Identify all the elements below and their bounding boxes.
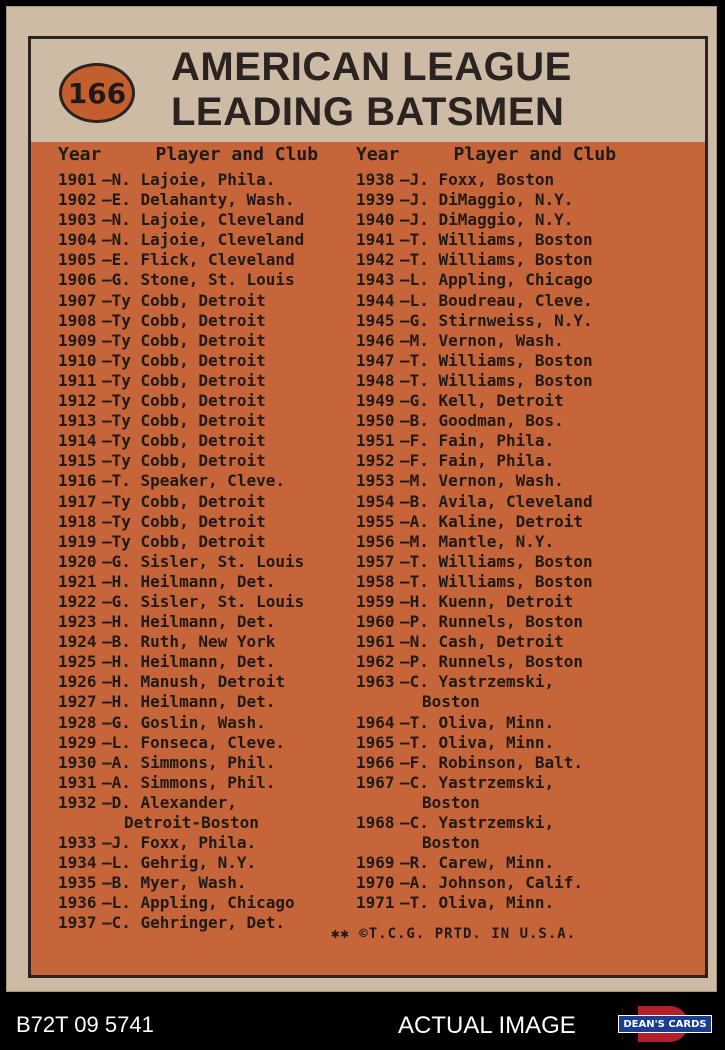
row-player-club: —T. Williams, Boston [400, 551, 593, 571]
row-year: 1958 [356, 571, 395, 591]
row-year: 1905 [58, 250, 97, 270]
row-player-club: —H. Manush, Detroit [102, 672, 286, 692]
row-player-club: —B. Goodman, Bos. [400, 411, 564, 431]
row-year: 1947 [356, 350, 395, 370]
row-year: 1922 [58, 591, 97, 611]
row-year: 1923 [58, 612, 97, 632]
row-player-club: —F. Fain, Phila. [400, 431, 555, 451]
row-year: 1963 [356, 672, 395, 692]
row-year: 1952 [356, 451, 395, 471]
row-year: 1917 [58, 491, 97, 511]
row-player-club: —J. Foxx, Phila. [102, 833, 257, 853]
row-player-club: —T. Oliva, Minn. [400, 712, 555, 732]
row-player-club: —C. Yastrzemski, [400, 672, 555, 692]
row-player-club: —A. Simmons, Phil. [102, 752, 276, 772]
row-year: 1927 [58, 692, 97, 712]
row-year: 1938 [356, 170, 395, 189]
caption-bar [0, 998, 725, 1050]
row-player-club: —J. DiMaggio, N.Y. [400, 210, 574, 230]
row-player-club: —D. Alexander, [102, 792, 237, 812]
row-year: 1909 [58, 330, 97, 350]
row-year: 1908 [58, 310, 97, 330]
row-year: 1916 [58, 471, 97, 491]
row-player-club: —N. Cash, Detroit [400, 632, 564, 652]
row-player-club: —F. Robinson, Balt. [400, 752, 584, 772]
row-player-club: —P. Runnels, Boston [400, 652, 584, 672]
row-player-club: —N. Lajoie, Cleveland [102, 210, 305, 230]
row-year: 1939 [356, 190, 395, 210]
row-year: 1966 [356, 752, 395, 772]
row-year: 1914 [58, 431, 97, 451]
row-year: 1940 [356, 210, 395, 230]
row-year: 1946 [356, 330, 395, 350]
row-year: 1912 [58, 391, 97, 411]
row-player-club: Boston [422, 833, 480, 853]
row-year: 1920 [58, 551, 97, 571]
row-player-club: —F. Fain, Phila. [400, 451, 555, 471]
row-player-club: —A. Kaline, Detroit [400, 511, 584, 531]
row-year: 1950 [356, 411, 395, 431]
row-year: 1906 [58, 270, 97, 290]
row-player-club: Boston [422, 692, 480, 712]
row-player-club: —R. Carew, Minn. [400, 853, 555, 873]
row-player-club: —Ty Cobb, Detroit [102, 431, 266, 451]
row-year: 1903 [58, 210, 97, 230]
row-year: 1901 [58, 170, 97, 189]
row-player-club: —C. Yastrzemski, [400, 813, 555, 832]
row-year: 1930 [58, 752, 97, 772]
row-player-club: —Ty Cobb, Detroit [102, 310, 266, 330]
row-year: 1959 [356, 591, 395, 611]
row-player-club: —G. Stirnweiss, N.Y. [400, 310, 593, 330]
row-player-club: —N. Lajoie, Phila. [102, 170, 276, 189]
row-year: 1928 [58, 712, 97, 732]
row-player-club: —L. Appling, Chicago [400, 270, 593, 290]
row-player-club: —T. Oliva, Minn. [400, 732, 555, 752]
title-line-2: LEADING BATSMEN [171, 90, 565, 134]
row-year: 1915 [58, 451, 97, 471]
row-player-club: —T. Williams, Boston [400, 230, 593, 250]
row-year: 1945 [356, 310, 395, 330]
row-player-club: —P. Runnels, Boston [400, 612, 584, 632]
row-year: 1944 [356, 290, 395, 310]
row-player-club: —L. Gehrig, N.Y. [102, 853, 257, 873]
row-player-club: —Ty Cobb, Detroit [102, 451, 266, 471]
row-player-club: —T. Williams, Boston [400, 571, 593, 591]
row-year: 1955 [356, 511, 395, 531]
row-player-club: —T. Speaker, Cleve. [102, 471, 286, 491]
row-year: 1934 [58, 853, 97, 873]
row-player-club: —B. Myer, Wash. [102, 873, 247, 893]
row-player-club: —Ty Cobb, Detroit [102, 411, 266, 431]
row-year: 1913 [58, 411, 97, 431]
row-player-club: —T. Williams, Boston [400, 350, 593, 370]
row-year: 1961 [356, 632, 395, 652]
row-year: 1953 [356, 471, 395, 491]
col-year-label: Year [356, 144, 400, 165]
row-year: 1954 [356, 491, 395, 511]
row-player-club: —M. Mantle, N.Y. [400, 531, 555, 551]
row-year: 1919 [58, 531, 97, 551]
row-player-club: —M. Vernon, Wash. [400, 471, 564, 491]
row-year: 1941 [356, 230, 395, 250]
row-player-club: —G. Kell, Detroit [400, 391, 564, 411]
row-year: 1936 [58, 893, 97, 913]
row-year: 1907 [58, 290, 97, 310]
row-year: 1933 [58, 833, 97, 853]
row-player-club: —Ty Cobb, Detroit [102, 391, 266, 411]
row-year: 1968 [356, 813, 395, 832]
row-year: 1910 [58, 350, 97, 370]
row-year: 1951 [356, 431, 395, 451]
row-year: 1962 [356, 652, 395, 672]
col-player-label: Player and Club [155, 144, 319, 165]
card-frame [28, 36, 708, 978]
row-year: 1932 [58, 792, 97, 812]
row-year: 1970 [356, 873, 395, 893]
row-year: 1931 [58, 772, 97, 792]
row-year: 1937 [58, 913, 97, 933]
row-year: 1911 [58, 370, 97, 390]
row-year: 1929 [58, 732, 97, 752]
row-player-club: —Ty Cobb, Detroit [102, 531, 266, 551]
row-year: 1971 [356, 893, 395, 913]
row-player-club: —T. Oliva, Minn. [400, 893, 555, 913]
row-player-club: —H. Heilmann, Det. [102, 612, 276, 632]
col-player-label: Player and Club [453, 144, 617, 165]
row-year: 1926 [58, 672, 97, 692]
row-player-club: —Ty Cobb, Detroit [102, 491, 266, 511]
row-player-club: Detroit-Boston [124, 813, 259, 832]
row-year: 1948 [356, 370, 395, 390]
row-year: 1969 [356, 853, 395, 873]
col-year-label: Year [58, 144, 102, 165]
row-player-club: —T. Williams, Boston [400, 250, 593, 270]
row-player-club: —N. Lajoie, Cleveland [102, 230, 305, 250]
row-year: 1967 [356, 772, 395, 792]
row-year: 1943 [356, 270, 395, 290]
row-player-club: —A. Johnson, Calif. [400, 873, 584, 893]
row-year: 1902 [58, 190, 97, 210]
row-year: 1957 [356, 551, 395, 571]
row-year: 1904 [58, 230, 97, 250]
card-number-badge: 166 [59, 63, 135, 123]
row-player-club: —Ty Cobb, Detroit [102, 511, 266, 531]
row-player-club: —A. Simmons, Phil. [102, 772, 276, 792]
row-player-club: —C. Gehringer, Det. [102, 913, 286, 933]
row-year: 1921 [58, 571, 97, 591]
row-player-club: —T. Williams, Boston [400, 370, 593, 390]
row-player-club: —G. Sisler, St. Louis [102, 591, 305, 611]
row-year: 1949 [356, 391, 395, 411]
row-year: 1925 [58, 652, 97, 672]
row-year: 1964 [356, 712, 395, 732]
logo-text: DEAN'S CARDS [618, 1015, 712, 1033]
row-year: 1924 [58, 632, 97, 652]
row-year: 1965 [356, 732, 395, 752]
row-player-club: —B. Ruth, New York [102, 632, 276, 652]
row-player-club: —E. Delahanty, Wash. [102, 190, 295, 210]
row-year: 1935 [58, 873, 97, 893]
row-year: 1960 [356, 612, 395, 632]
row-year: 1956 [356, 531, 395, 551]
row-player-club: —C. Yastrzemski, [400, 772, 555, 792]
row-player-club: —Ty Cobb, Detroit [102, 330, 266, 350]
row-year: 1918 [58, 511, 97, 531]
row-player-club: Boston [422, 792, 480, 812]
row-player-club: —L. Boudreau, Cleve. [400, 290, 593, 310]
actual-image-label: ACTUAL IMAGE [398, 1012, 576, 1039]
row-player-club: —G. Stone, St. Louis [102, 270, 295, 290]
row-player-club: —Ty Cobb, Detroit [102, 350, 266, 370]
row-player-club: —Ty Cobb, Detroit [102, 290, 266, 310]
row-player-club: —Ty Cobb, Detroit [102, 370, 266, 390]
row-year: 1942 [356, 250, 395, 270]
inventory-code: B72T 09 5741 [16, 1012, 154, 1037]
row-player-club: —B. Avila, Cleveland [400, 491, 593, 511]
row-player-club: —E. Flick, Cleveland [102, 250, 295, 270]
copyright-footer: ✱✱ ©T.C.G. PRTD. IN U.S.A. [331, 926, 577, 942]
deans-cards-logo [618, 1006, 712, 1042]
title-line-1: AMERICAN LEAGUE [171, 45, 572, 89]
row-player-club: —G. Goslin, Wash. [102, 712, 266, 732]
row-player-club: —J. Foxx, Boston [400, 170, 555, 189]
row-player-club: —H. Heilmann, Det. [102, 652, 276, 672]
row-player-club: —M. Vernon, Wash. [400, 330, 564, 350]
row-player-club: —H. Kuenn, Detroit [400, 591, 574, 611]
row-player-club: —H. Heilmann, Det. [102, 571, 276, 591]
row-player-club: —L. Fonseca, Cleve. [102, 732, 286, 752]
row-player-club: —H. Heilmann, Det. [102, 692, 276, 712]
row-player-club: —J. DiMaggio, N.Y. [400, 190, 574, 210]
row-player-club: —L. Appling, Chicago [102, 893, 295, 913]
row-player-club: —G. Sisler, St. Louis [102, 551, 305, 571]
